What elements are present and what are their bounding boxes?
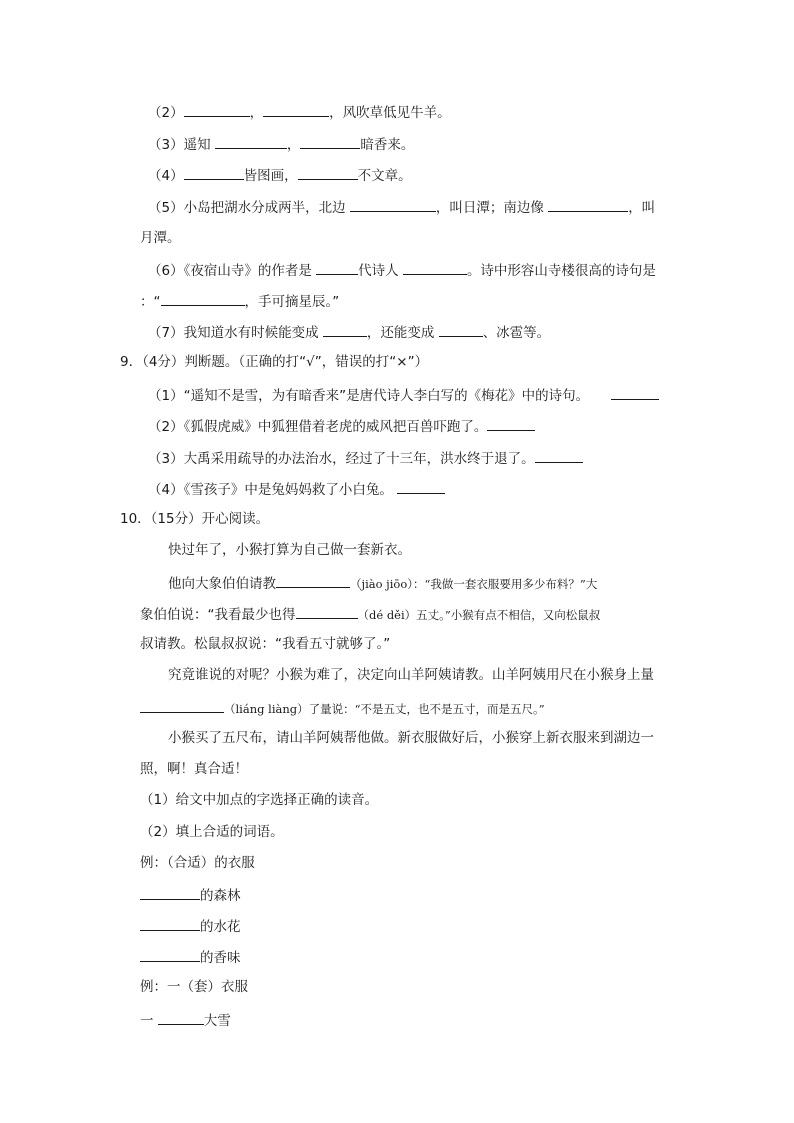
- fill-item-5: [148, 196, 655, 216]
- fill-word-2: [140, 915, 241, 935]
- example-text: 例：（合适）的衣服: [140, 855, 255, 871]
- passage-paragraph-4-line-2: [140, 759, 248, 779]
- fill-item-4: [148, 164, 412, 184]
- passage-paragraph-3-line-2: [140, 697, 545, 717]
- example-text: 例：一（套）衣服: [140, 979, 248, 995]
- answer-blank[interactable]: [158, 1009, 204, 1025]
- fill-item-5-cont: [140, 228, 181, 248]
- passage-paragraph-2-line-3: [140, 634, 390, 654]
- item-text: （3）大禹采用疏导的办法治水，经过了十三年，洪水终于退了。: [148, 451, 535, 467]
- item-text: （5）小岛把湖水分成两半，北边: [148, 200, 350, 216]
- item-text: ，风吹草低见牛羊。: [329, 105, 451, 121]
- item-text: 的森林: [200, 888, 241, 904]
- passage-text: 究竟谁说的对呢？小猴为难了，决定向山羊阿姨请教。山羊阿姨用尺在小猴身上量: [168, 667, 654, 683]
- answer-blank[interactable]: [161, 290, 245, 306]
- passage-text: 叔请教。松鼠叔叔说：“我看五寸就够了。”: [140, 636, 391, 652]
- item-text: ：“: [140, 294, 161, 310]
- answer-blank[interactable]: [403, 259, 467, 275]
- fill-item-2: [148, 101, 451, 121]
- passage-paragraph-4: [168, 728, 654, 748]
- answer-blank[interactable]: [487, 415, 535, 431]
- example-2: [140, 977, 248, 997]
- item-text: ，: [249, 105, 264, 121]
- item-text: （1）“遥知不是雪，为有暗香来”是唐代诗人李白写的《梅花》中的诗句。: [148, 388, 594, 404]
- passage-paragraph-1: [168, 540, 411, 560]
- item-text: 、冰雹等。: [482, 325, 551, 341]
- fill-item-6-cont: [140, 290, 339, 310]
- passage-paragraph-3: [168, 665, 654, 685]
- item-text: （6）《夜宿山寺》的作者是: [148, 263, 317, 279]
- judge-item-3: [148, 447, 583, 467]
- item-text: ，手可摘星辰。”: [244, 294, 340, 310]
- answer-blank[interactable]: [184, 101, 250, 117]
- passage-text: 他向大象伯伯请教: [168, 576, 276, 592]
- passage-text: （jiào jiōo）：“我做一套衣服要用多少布料？”大: [350, 577, 598, 591]
- fill-word-3: [140, 946, 241, 966]
- item-text: （4）《雪孩子》中是兔妈妈救了小白兔。: [148, 482, 398, 498]
- item-text: 。诗中形容山寺楼很高的诗句是: [466, 263, 656, 279]
- answer-blank[interactable]: [140, 884, 200, 900]
- answer-blank[interactable]: [184, 164, 244, 180]
- item-text: （7）我知道水有时候能变成: [148, 325, 323, 341]
- item-number: （2）: [148, 105, 184, 121]
- question-10-heading: [120, 509, 269, 529]
- passage-text: 快过年了，小猴打算为自己做一套新衣。: [168, 542, 411, 558]
- judge-item-4: [148, 478, 445, 498]
- answer-blank[interactable]: [611, 384, 659, 400]
- judge-item-1: [148, 384, 659, 404]
- passage-paragraph-2: [168, 572, 597, 592]
- item-text: ，还能变成: [366, 325, 439, 341]
- answer-blank[interactable]: [548, 196, 628, 212]
- answer-blank[interactable]: [535, 447, 583, 463]
- answer-blank[interactable]: [397, 478, 445, 494]
- sub-question-1: [140, 790, 378, 810]
- answer-blank[interactable]: [439, 321, 483, 337]
- answer-blank[interactable]: [215, 133, 287, 149]
- fill-item-3: [148, 133, 414, 153]
- example-1: [140, 853, 255, 873]
- answer-blank[interactable]: [140, 915, 200, 931]
- question-text: （1）给文中加点的字选择正确的读音。: [140, 792, 379, 808]
- answer-blank[interactable]: [323, 321, 367, 337]
- passage-text: 象伯伯说：“我看最少也得: [140, 607, 296, 623]
- item-text: 月潭。: [140, 230, 181, 246]
- answer-blank[interactable]: [140, 697, 224, 713]
- question-text: 10．（15分）开心阅读。: [120, 511, 270, 527]
- answer-blank[interactable]: [263, 101, 329, 117]
- fill-item-6: [148, 259, 656, 279]
- item-text: （3）遥知: [148, 137, 215, 153]
- item-text: 皆图画，: [243, 168, 298, 184]
- item-text: ，: [286, 137, 301, 153]
- answer-blank[interactable]: [300, 133, 360, 149]
- item-text: 一: [140, 1013, 158, 1029]
- item-number: （4）: [148, 168, 184, 184]
- passage-text: 照，啊！真合适！: [140, 761, 248, 777]
- answer-blank[interactable]: [296, 603, 358, 619]
- item-text: 的香味: [200, 950, 241, 966]
- question-9-heading: [120, 352, 428, 372]
- fill-measure-word-1: [140, 1009, 231, 1029]
- item-text: ，叫日潭；南边像: [435, 200, 549, 216]
- passage-text: 小猴买了五尺布，请山羊阿姨帮他做。新衣服做好后，小猴穿上新衣服来到湖边一: [168, 730, 654, 746]
- fill-word-1: [140, 884, 241, 904]
- question-text: 9．（4分）判断题。（正确的打“√”，错误的打“×”）: [120, 354, 429, 370]
- sub-question-2: [140, 822, 284, 842]
- answer-blank[interactable]: [276, 572, 350, 588]
- fill-item-7: [148, 321, 550, 341]
- passage-text: （liáng liàng）了量说：“不是五丈，也不是五寸，而是五尺。”: [224, 702, 545, 716]
- item-text: 暗香来。: [360, 137, 415, 153]
- passage-text: （dé děi）五丈。”小猴有点不相信，又向松鼠叔: [357, 608, 601, 622]
- question-text: （2）填上合适的词语。: [140, 824, 284, 840]
- item-text: （2）《狐假虎威》中狐狸借着老虎的威风把百兽吓跑了。: [148, 419, 488, 435]
- item-text: 不文章。: [357, 168, 412, 184]
- passage-paragraph-2-line-2: [140, 603, 600, 623]
- answer-blank[interactable]: [140, 946, 200, 962]
- item-text: ，叫: [628, 200, 656, 216]
- answer-blank[interactable]: [298, 164, 358, 180]
- answer-blank[interactable]: [316, 259, 358, 275]
- item-text: 大雪: [203, 1013, 231, 1029]
- item-text: 的水花: [200, 919, 241, 935]
- item-text: 代诗人: [358, 263, 403, 279]
- judge-item-2: [148, 415, 535, 435]
- answer-blank[interactable]: [350, 196, 436, 212]
